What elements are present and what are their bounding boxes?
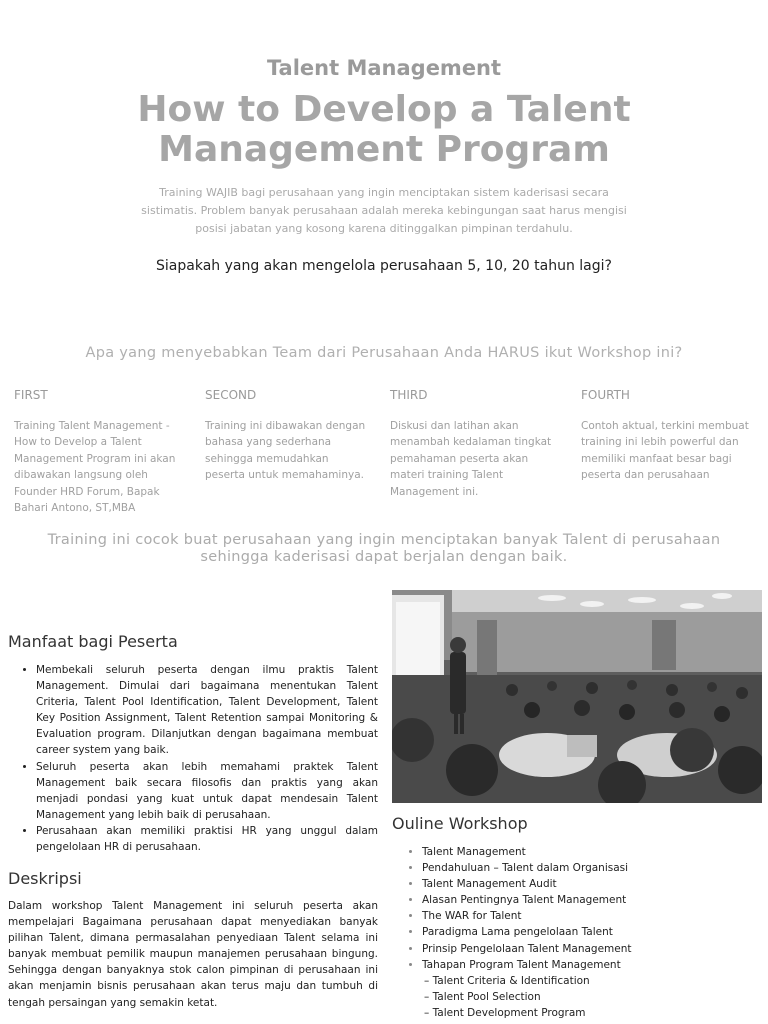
reason-column-first xyxy=(14,388,178,516)
reason-label: THIRD xyxy=(390,388,428,402)
fit-statement: Training ini cocok buat perusahaan yang ingin menciptakan banyak Talent di perusahaan sehingga kaderisasi dapat berjalan dengan baik. xyxy=(47,532,721,565)
benefit-item: • Membekali seluruh peserta dengan ilmu praktis Talent Management. Dimulai dari bagaimana menentukan Talent Criteria, Talent Pool Identification, Talent Development, Talent Key Position Assignment, Talent Retention sampai Monitoring & Evaluation program. Dilanjutkan dengan bagaimana membuat career system yang baik. xyxy=(36,662,378,759)
benefits-list xyxy=(8,662,378,855)
reason-column-third xyxy=(390,388,562,500)
reason-text: Diskusi dan latihan akan menambah kedalaman tingkat pemahaman peserta akan materi training Talent Management ini. xyxy=(390,420,552,498)
outline-item: • Talent Management Audit xyxy=(422,876,762,892)
page-title-line-1: How to Develop a Talent xyxy=(137,89,631,130)
benefit-item: • Perusahaan akan memiliki praktisi HR yang unggul dalam pengelolaan HR di perusahaan. xyxy=(36,823,378,855)
reason-column-fourth xyxy=(581,388,753,484)
description-text: Dalam workshop Talent Management ini seluruh peserta akan mempelajari Bagaimana perusahaan dapat menyediakan banyak pilihan Talent, dimana permasalahan penyediaan Talent selama ini banyak membuat pemilik maupun manajemen perusahaan bingung. Sehingga dengan banyaknya stok calon pimpinan di perusahaan ini akan menjamin bisnis perusahaan akan terus maju dan tumbuh di tengah persaingan yang semakin ketat. xyxy=(8,900,378,1009)
reason-text: Training Talent Management - How to Develop a Talent Management Program ini akan dibawakan langsung oleh Founder HRD Forum, Bapak Bahari Antono, ST,MBA xyxy=(14,420,176,515)
reason-label: FIRST xyxy=(14,388,48,402)
reason-label: SECOND xyxy=(205,388,257,402)
eyebrow-title: Talent Management xyxy=(266,56,502,80)
outline-item: • The WAR for Talent xyxy=(422,908,762,924)
benefits-heading: Manfaat bagi Peserta xyxy=(8,632,178,651)
outline-list xyxy=(392,844,762,1021)
outline-item: • Pendahuluan – Talent dalam Organisasi xyxy=(422,860,762,876)
workshop-photo xyxy=(392,590,762,803)
outline-item: • Tahapan Program Talent Management xyxy=(422,957,762,973)
reason-label: FOURTH xyxy=(581,388,630,402)
reason-text: Contoh aktual, terkini membuat training ini lebih powerful dan memiliki manfaat besar bagi peserta dan perusahaan xyxy=(581,420,749,482)
why-heading: Apa yang menyebabkan Team dari Perusahaan Anda HARUS ikut Workshop ini? xyxy=(85,345,683,361)
reason-column-second xyxy=(205,388,371,484)
page-title xyxy=(0,90,768,170)
page-title-line-2: Management Program xyxy=(158,129,610,170)
reason-text: Training ini dibawakan dengan bahasa yang sederhana sehingga memudahkan peserta untuk memahaminya. xyxy=(205,420,366,482)
key-question: Siapakah yang akan mengelola perusahaan 5, 10, 20 tahun lagi? xyxy=(156,258,612,274)
description-heading: Deskripsi xyxy=(8,869,82,888)
outline-subitem: – Talent Development Program xyxy=(424,1006,586,1019)
outline-item: • Talent Management xyxy=(422,844,762,860)
intro-paragraph: Training WAJIB bagi perusahaan yang ingin menciptakan sistem kaderisasi secara sistimatis. Problem banyak perusahaan adalah mereka kebingungan saat harus mengisi posisi jabatan yang kosong karena ditinggalkan pimpinan terdahulu. xyxy=(141,186,627,235)
outline-subitem: – Talent Pool Selection xyxy=(424,990,541,1003)
outline-item: • Prinsip Pengelolaan Talent Management xyxy=(422,941,762,957)
outline-item: • Alasan Pentingnya Talent Management xyxy=(422,892,762,908)
outline-heading: Ouline Workshop xyxy=(392,814,528,833)
benefit-item: • Seluruh peserta akan lebih memahami praktek Talent Management baik secara filosofis dan praktis yang akan menjadi pondasi yang kuat untuk dapat mendesain Talent Management yang lebih baik di perusahaan. xyxy=(36,759,378,823)
outline-item: • Paradigma Lama pengelolaan Talent xyxy=(422,924,762,940)
outline-subitem: – Talent Criteria & Identification xyxy=(424,974,590,987)
